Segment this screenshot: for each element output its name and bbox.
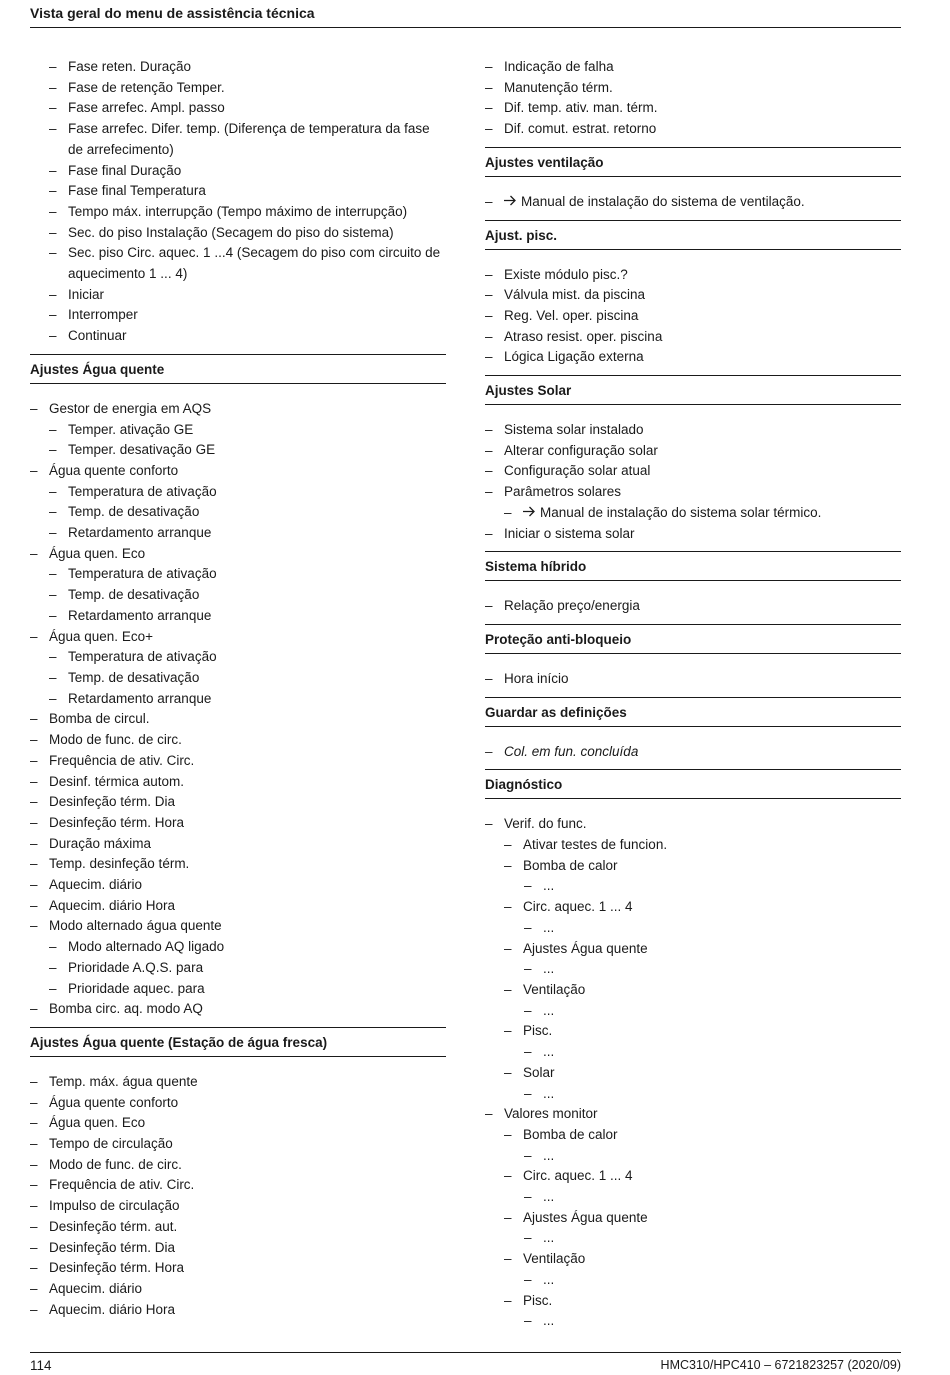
list-item: – ... <box>524 919 555 935</box>
list-item: – Aquecim. diário Hora <box>30 1301 176 1317</box>
list-item: – Configuração solar atual <box>485 463 651 479</box>
list-item: – Circ. aquec. 1 ... 4 <box>504 1168 633 1184</box>
list-item: – Prioridade A.Q.S. para <box>49 959 204 975</box>
list-item: – Iniciar <box>49 286 105 302</box>
list-item: – Bomba de calor <box>504 857 618 873</box>
section-heading-ventilation: Ajustes ventilação <box>485 147 901 177</box>
list-item: – Verif. do func. <box>485 816 587 832</box>
dhw-list <box>30 399 446 1020</box>
list-item: – Fase final Duração <box>49 162 182 178</box>
list-item: – Água quente conforto <box>30 462 179 478</box>
list-item: – Manutenção térm. <box>485 79 613 95</box>
list-item: – Desinfeção térm. Dia <box>30 1239 176 1255</box>
list-item: – Prioridade aquec. para <box>49 980 205 996</box>
list-item: – Modo de func. de circ. <box>30 732 182 748</box>
section-heading-solar: Ajustes Solar <box>485 375 901 405</box>
list-item: – Retardamento arranque <box>49 525 212 541</box>
list-item: – ... <box>524 1230 555 1246</box>
document-reference: HMC310/HPC410 – 6721823257 (2020/09) <box>660 1358 901 1372</box>
list-item: – Bomba de circul. <box>30 711 150 727</box>
list-item: – Fase arrefec. Ampl. passo <box>49 100 225 116</box>
list-item: – Interromper <box>49 307 138 323</box>
list-item: – Ajustes Água quente <box>504 1209 648 1225</box>
list-item: – Ventilação <box>504 981 586 997</box>
list-item: – Parâmetros solares <box>485 484 622 500</box>
arrow-right-icon <box>523 503 536 524</box>
list-item: – Temp. de desativação <box>49 504 200 520</box>
list-item: – Col. em fun. concluída <box>485 743 639 759</box>
list-item: – ... <box>524 1147 555 1163</box>
list-item: – Temperatura de ativação <box>49 649 217 665</box>
list-item: – Ativar testes de funcion. <box>504 837 668 853</box>
list-item: – Lógica Ligação externa <box>485 349 644 365</box>
list-item: – Manual de instalação do sistema de ventilação. <box>485 192 901 213</box>
list-item: – Temper. ativação GE <box>49 421 194 437</box>
list-item: – Água quen. Eco <box>30 1115 146 1131</box>
section-heading-fresh-water: Ajustes Água quente (Estação de água fresca) <box>30 1027 446 1057</box>
list-item: – Temp. máx. água quente <box>30 1073 198 1089</box>
list-item: – Desinfeção térm. aut. <box>30 1218 178 1234</box>
list-item: – Fase de retenção Temper. <box>49 79 225 95</box>
section-heading-anti-lock: Proteção anti-bloqueio <box>485 624 901 654</box>
solar-list <box>485 420 901 544</box>
section-heading-pool: Ajust. pisc. <box>485 220 901 250</box>
right-column <box>485 57 901 1332</box>
list-item: – Aquecim. diário Hora <box>30 897 176 913</box>
page-number: 114 <box>30 1358 52 1373</box>
page-title: Vista geral do menu de assistência técnica <box>30 5 315 21</box>
list-item: – Modo alternado AQ ligado <box>49 939 225 955</box>
list-item: – Sec. do piso Instalação (Secagem do piso do sistema) <box>49 224 394 240</box>
pool-list <box>485 265 901 369</box>
list-item: – Desinfeção térm. Hora <box>30 814 185 830</box>
diagnostics-list <box>485 814 901 1332</box>
section-heading-save: Guardar as definições <box>485 697 901 727</box>
list-item: – Continuar <box>49 328 127 344</box>
list-item: – Bomba de calor <box>504 1126 618 1142</box>
list-item: – Relação preço/energia <box>485 598 640 614</box>
list-item: – Retardamento arranque <box>49 690 212 706</box>
list-item: – Dif. comut. estrat. retorno <box>485 121 657 137</box>
list-item: – Aquecim. diário <box>30 1280 143 1296</box>
list-item: – Ventilação <box>504 1251 586 1267</box>
list-item: – Circ. aquec. 1 ... 4 <box>504 899 633 915</box>
list-item: – Pisc. <box>504 1023 553 1039</box>
list-item: – Desinf. térmica autom. <box>30 773 185 789</box>
list-item: – Fase reten. Duração <box>49 59 192 74</box>
list-item: – Impulso de circulação <box>30 1198 180 1214</box>
page-footer <box>30 1352 901 1375</box>
list-item: – Sec. piso Circ. aquec. 1 ...4 (Secagem do piso com circuito de aquecimento 1 ... 4) <box>49 245 441 282</box>
list-item: – ... <box>524 1002 555 1018</box>
list-item: – Reg. Vel. oper. piscina <box>485 307 639 323</box>
list-item: – Temperatura de ativação <box>49 483 217 499</box>
floor-drying-list <box>30 57 446 347</box>
list-item: – Pisc. <box>504 1292 553 1308</box>
fresh-water-list <box>30 1072 446 1320</box>
list-item: – ... <box>524 1044 555 1060</box>
top-list <box>485 57 901 140</box>
list-item: – Água quen. Eco <box>30 545 146 561</box>
list-item: – ... <box>524 1271 555 1287</box>
list-item: – Modo de func. de circ. <box>30 1156 182 1172</box>
list-item: – Aquecim. diário <box>30 877 143 893</box>
list-item: – Válvula mist. da piscina <box>485 287 646 303</box>
list-item: – Alterar configuração solar <box>485 442 658 458</box>
list-item: – ... <box>524 961 555 977</box>
list-item: – Hora início <box>485 670 569 686</box>
list-item: – Frequência de ativ. Circ. <box>30 1177 195 1193</box>
list-item: – ... <box>524 878 555 894</box>
section-heading-dhw: Ajustes Água quente <box>30 354 446 384</box>
list-item: – Temp. de desativação <box>49 669 200 685</box>
list-item: – Temper. desativação GE <box>49 442 216 458</box>
list-item: – Retardamento arranque <box>49 607 212 623</box>
list-item: – Iniciar o sistema solar <box>485 525 635 541</box>
list-item: – Tempo máx. interrupção (Tempo máximo de interrupção) <box>49 203 408 219</box>
list-item: – Frequência de ativ. Circ. <box>30 752 195 768</box>
list-item: – Fase arrefec. Difer. temp. (Diferença de temperatura da fase de arrefecimento) <box>49 121 430 157</box>
list-item: – Bomba circ. aq. modo AQ <box>30 1001 203 1017</box>
list-item: – Solar <box>504 1064 555 1080</box>
list-item: – Atraso resist. oper. piscina <box>485 328 663 344</box>
list-item: – Ajustes Água quente <box>504 940 648 956</box>
list-item: – Dif. temp. ativ. man. térm. <box>485 100 658 116</box>
section-heading-hybrid: Sistema híbrido <box>485 551 901 581</box>
list-item: – Água quen. Eco+ <box>30 628 153 644</box>
list-item: – Temp. de desativação <box>49 587 200 603</box>
list-item: – Fase final Temperatura <box>49 183 206 199</box>
list-item: – ... <box>524 1189 555 1205</box>
list-item: – Gestor de energia em AQS <box>30 400 212 416</box>
list-item: – Indicação de falha <box>485 59 614 74</box>
list-item: – Desinfeção térm. Dia <box>30 794 176 810</box>
left-column <box>30 57 446 1320</box>
list-item: – Existe módulo pisc.? <box>485 266 628 282</box>
arrow-right-icon <box>504 192 517 213</box>
list-item: – Temp. desinfeção térm. <box>30 856 190 872</box>
list-item: – ... <box>524 1313 555 1329</box>
section-heading-diagnostics: Diagnóstico <box>485 769 901 799</box>
page-header <box>30 5 901 28</box>
list-item: – Manual de instalação do sistema solar térmico. <box>504 503 901 524</box>
list-item: – Modo alternado água quente <box>30 918 222 934</box>
list-item: – Desinfeção térm. Hora <box>30 1260 185 1276</box>
list-item: – Sistema solar instalado <box>485 422 644 438</box>
list-item: – Tempo de circulação <box>30 1136 173 1152</box>
list-item: – Água quente conforto <box>30 1094 179 1110</box>
list-item: – Valores monitor <box>485 1106 598 1122</box>
list-item: – Temperatura de ativação <box>49 566 217 582</box>
list-item: – Duração máxima <box>30 835 152 851</box>
list-item: – ... <box>524 1085 555 1101</box>
